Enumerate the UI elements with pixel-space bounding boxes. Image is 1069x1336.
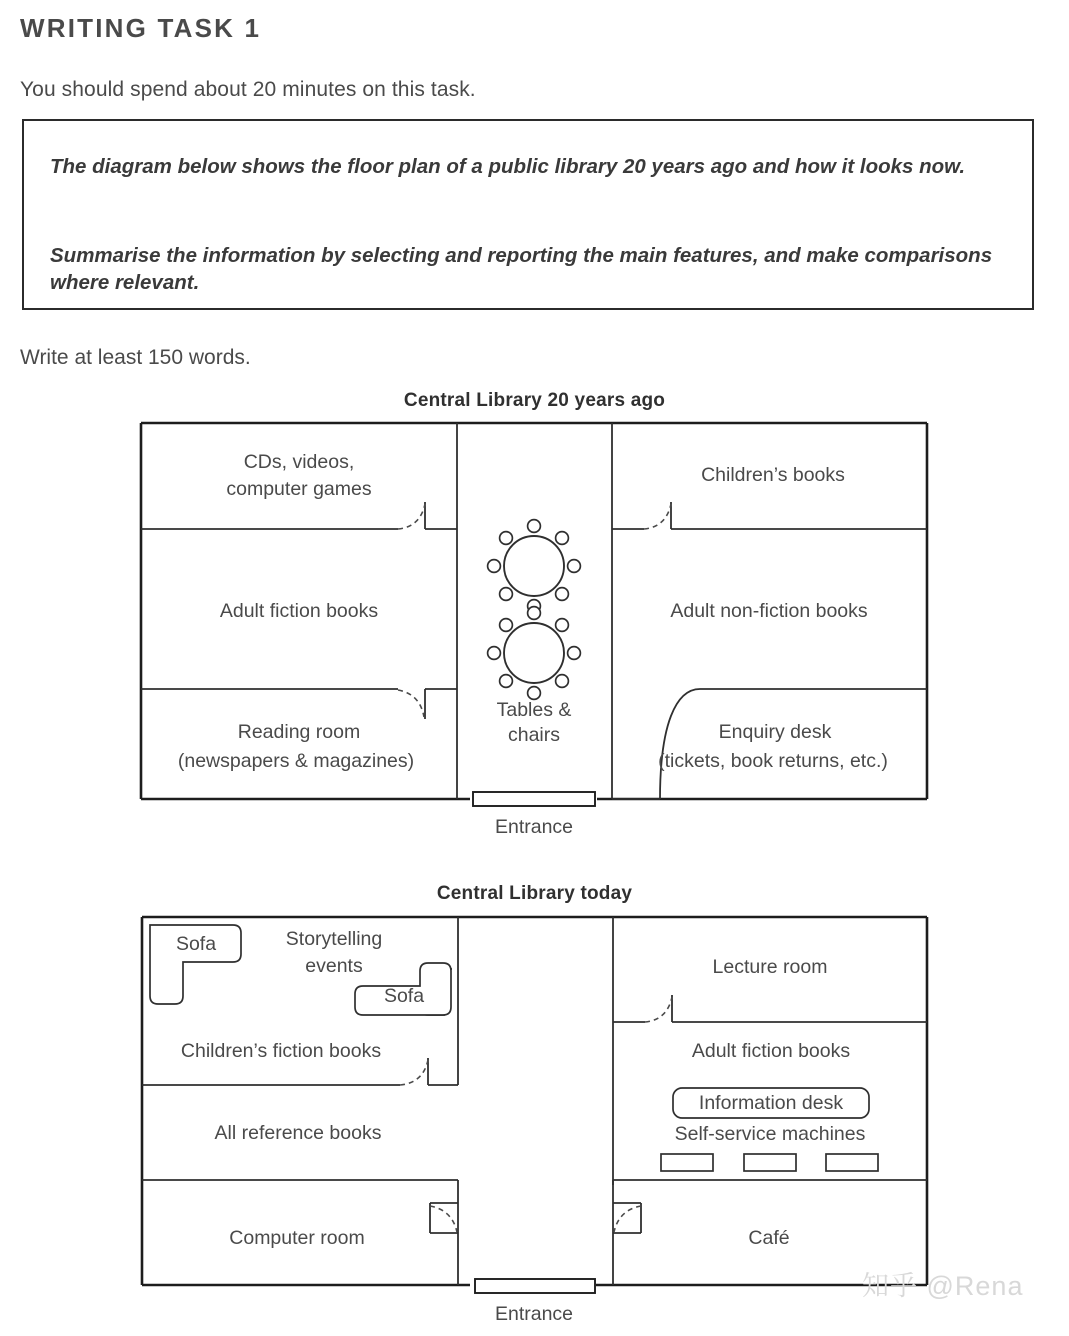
self-service-machines <box>661 1154 878 1171</box>
tables-and-chairs-old <box>488 520 581 700</box>
sofa-label-2: Sofa <box>383 985 425 1008</box>
room-label-computer-room: Computer room <box>229 1227 365 1250</box>
room-label-cds-videos-line2: computer games <box>226 478 372 501</box>
entrance-label-old: Entrance <box>494 816 574 838</box>
enquiry-desk-counter <box>660 689 700 799</box>
floor-plan-20-years-ago <box>0 414 1069 854</box>
room-label-reading-room-line1: Reading room <box>237 721 361 744</box>
room-label-storytelling-line2: events <box>305 955 363 978</box>
room-label-storytelling-line1: Storytelling <box>285 928 383 951</box>
room-label-all-reference: All reference books <box>214 1122 382 1145</box>
room-label-childrens-books: Children’s books <box>701 464 845 487</box>
room-label-cafe: Café <box>748 1227 790 1250</box>
diagram-caption-new: Central Library today <box>436 883 633 904</box>
room-label-cds-videos-line1: CDs, videos, <box>243 451 355 474</box>
room-label-tables-chairs-line1: Tables & <box>496 699 572 722</box>
entrance-mat-old <box>473 792 595 806</box>
information-desk-label: Information desk <box>698 1092 844 1115</box>
sofa-top-left <box>150 925 241 1004</box>
room-label-reading-room-line2: (newspapers & magazines) <box>177 750 415 773</box>
watermark: 知乎 @Rena <box>862 1271 1024 1301</box>
sofa-label-1: Sofa <box>175 933 217 956</box>
left-partitions-new <box>142 1058 458 1180</box>
prompt-paragraph-1: The diagram below shows the floor plan of a public library 20 years ago and how it looks now. <box>50 155 966 178</box>
task-instruction-text: You should spend about 20 minutes on this task. <box>20 78 476 101</box>
prompt-box <box>22 119 1034 310</box>
sofa-mid-right <box>355 963 452 1015</box>
room-label-tables-chairs-line2: chairs <box>507 724 561 747</box>
room-label-adult-non-fiction: Adult non-fiction books <box>670 600 868 623</box>
page-title: WRITING TASK 1 <box>20 13 262 43</box>
room-label-childrens-fiction: Children’s fiction books <box>180 1040 382 1063</box>
entrance-label-new: Entrance <box>494 1303 574 1325</box>
room-label-adult-fiction-new: Adult fiction books <box>691 1040 851 1063</box>
self-service-machines-label: Self-service machines <box>674 1123 866 1146</box>
bottom-doors-new <box>430 1203 641 1233</box>
room-label-lecture-room: Lecture room <box>712 956 828 979</box>
word-count-note: Write at least 150 words. <box>20 346 251 369</box>
room-label-adult-fiction: Adult fiction books <box>219 600 379 623</box>
prompt-paragraph-2: Summarise the information by selecting and reporting the main features, and make comparisons where relevant. <box>50 244 993 295</box>
diagram-caption-old: Central Library 20 years ago <box>403 390 666 411</box>
information-desk <box>673 1088 869 1118</box>
room-label-enquiry-desk-line2: (tickets, book returns, etc.) <box>658 750 888 773</box>
corridor-walls-new <box>458 917 613 1285</box>
room-label-enquiry-desk-line1: Enquiry desk <box>718 721 832 744</box>
entrance-mat-new <box>475 1279 595 1293</box>
